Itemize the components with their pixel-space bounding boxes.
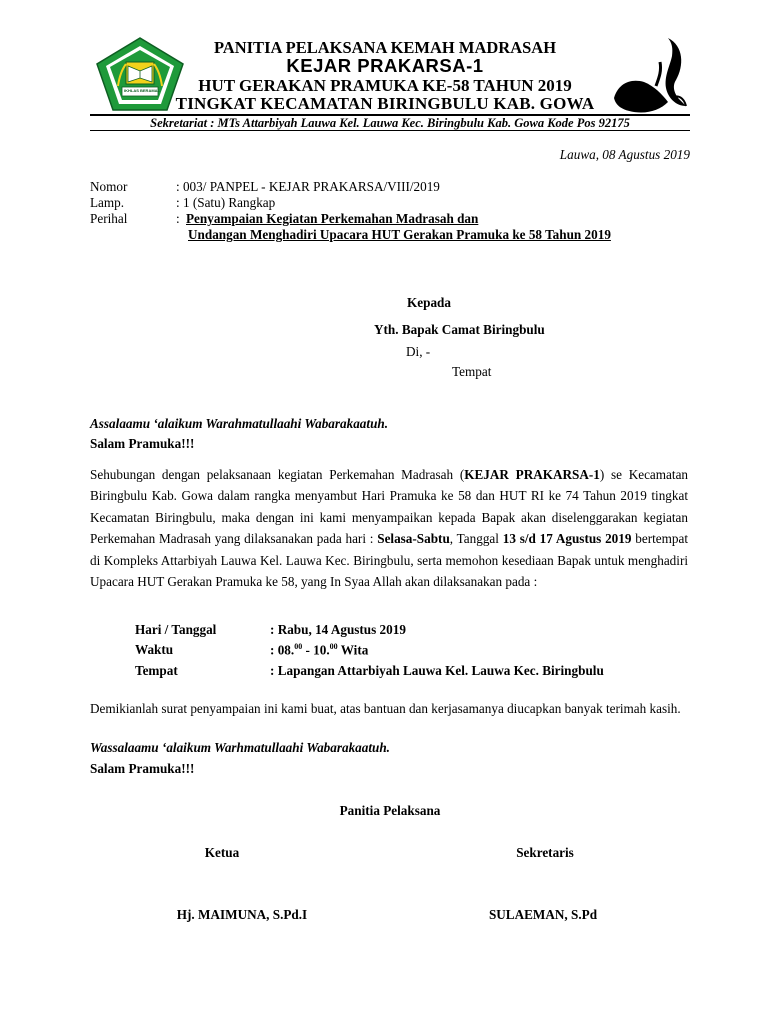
body-text-d: bertempat di Kompleks Attarbiyah Lauwa Kel. Lauwa Kec. Biringbulu, serta memohon kesediaan Bapak untuk menghadiri Upacara HUT Gerakan Pramuka ke 58, yang In Syaa Allah akan dilaksanakan pada : bbox=[90, 531, 688, 590]
nomor-label: Nomor bbox=[90, 179, 128, 194]
waktu-start: : 08. bbox=[270, 642, 295, 658]
perihal-line-1: Penyampaian Kegiatan Perkemahan Madrasah dan bbox=[186, 211, 479, 226]
body-event-name: KEJAR PRAKARSA-1 bbox=[464, 467, 600, 482]
pramuka-tunas-kelapa-icon bbox=[612, 36, 694, 116]
perihal-line-2: Undangan Menghadiri Upacara HUT Gerakan Pramuka ke 58 Tahun 2019 bbox=[188, 227, 611, 242]
logo-motto: IKHLAS BERAMAL bbox=[124, 88, 160, 93]
schedule-waktu-value bbox=[270, 642, 368, 658]
recipient-kepada: Kepada bbox=[407, 295, 451, 310]
letter-date: Lauwa, 08 Agustus 2019 bbox=[559, 147, 690, 162]
schedule-hari-value: : Rabu, 14 Agustus 2019 bbox=[270, 622, 406, 637]
lamp-label: Lamp. bbox=[90, 195, 125, 210]
signature-committee: Panitia Pelaksana bbox=[339, 803, 441, 818]
closing-salam: Wassalaamu ‘alaikum Warhmatullaahi Wabarakaatuh. bbox=[90, 740, 390, 755]
waktu-mid: - 10. bbox=[302, 642, 330, 658]
body-days: Selasa-Sabtu bbox=[377, 531, 450, 547]
lamp-value: : 1 (Satu) Rangkap bbox=[176, 195, 276, 210]
body-dates: 13 s/d 17 Agustus 2019 bbox=[502, 531, 632, 547]
signature-right-title: Sekretaris bbox=[516, 845, 574, 860]
recipient-tempat: Tempat bbox=[452, 364, 492, 379]
header-event-name: KEJAR PRAKARSA-1 bbox=[286, 55, 484, 76]
schedule-tempat-label: Tempat bbox=[135, 663, 178, 678]
closing-paragraph: Demikianlah surat penyampaian ini kami buat, atas bantuan dan kerjasamanya diucapkan banyak terimah kasih. bbox=[90, 701, 681, 716]
waktu-end: Wita bbox=[337, 642, 369, 658]
header-divider-bottom bbox=[90, 130, 690, 131]
header-anniversary: HUT GERAKAN PRAMUKA KE-58 TAHUN 2019 bbox=[198, 76, 572, 95]
signature-left-title: Ketua bbox=[204, 845, 240, 860]
waktu-sup-2: 00 bbox=[329, 642, 338, 651]
greeting-pramuka: Salam Pramuka!!! bbox=[90, 436, 195, 451]
greeting-salam: Assalaamu ‘alaikum Warahmatullaahi Wabarakaatuh. bbox=[90, 416, 389, 431]
recipient-di: Di, - bbox=[406, 344, 431, 359]
signature-right-name: SULAEMAN, S.Pd bbox=[488, 907, 598, 922]
nomor-value: : 003/ PANPEL - KEJAR PRAKARSA/VIII/2019 bbox=[176, 179, 440, 194]
perihal-colon: : bbox=[176, 211, 180, 226]
schedule-waktu-label: Waktu bbox=[135, 642, 174, 657]
closing-pramuka: Salam Pramuka!!! bbox=[90, 761, 195, 776]
body-text-a: Sehubungan dengan pelaksanaan kegiatan Perkemahan Madrasah ( bbox=[90, 467, 465, 482]
body-text-b: ) se Kecamatan Biringbulu Kab. Gowa dalam rangka menyambut Hari Pramuka ke 58 dan HUT RI ke 74 Tahun 2019 tingkat Kecamatan Biringbulu, maka dengan ini kami menyampaikan kepada Bapak akan diselenggarakan kegiatan Perkemahan Madrasah yang dilaksanakan pada hari : bbox=[90, 467, 689, 547]
schedule-hari-label: Hari / Tanggal bbox=[135, 622, 217, 637]
waktu-sup-1: 00 bbox=[294, 642, 303, 651]
body-text-c: , Tanggal bbox=[449, 531, 503, 547]
recipient-name: Yth. Bapak Camat Biringbulu bbox=[374, 322, 545, 337]
header-secretariat: Sekretariat : MTs Attarbiyah Lauwa Kel. Lauwa Kec. Biringbulu Kab. Gowa Kode Pos 92175 bbox=[150, 116, 630, 130]
signature-left-name: Hj. MAIMUNA, S.Pd.I bbox=[176, 907, 308, 922]
schedule-tempat-value: : Lapangan Attarbiyah Lauwa Kel. Lauwa Kec. Biringbulu bbox=[270, 663, 604, 678]
body-paragraph bbox=[90, 464, 688, 592]
header-committee: PANITIA PELAKSANA KEMAH MADRASAH bbox=[213, 38, 557, 57]
header-level: TINGKAT KECAMATAN BIRINGBULU KAB. GOWA bbox=[175, 94, 595, 113]
perihal-label: Perihal bbox=[90, 211, 128, 226]
